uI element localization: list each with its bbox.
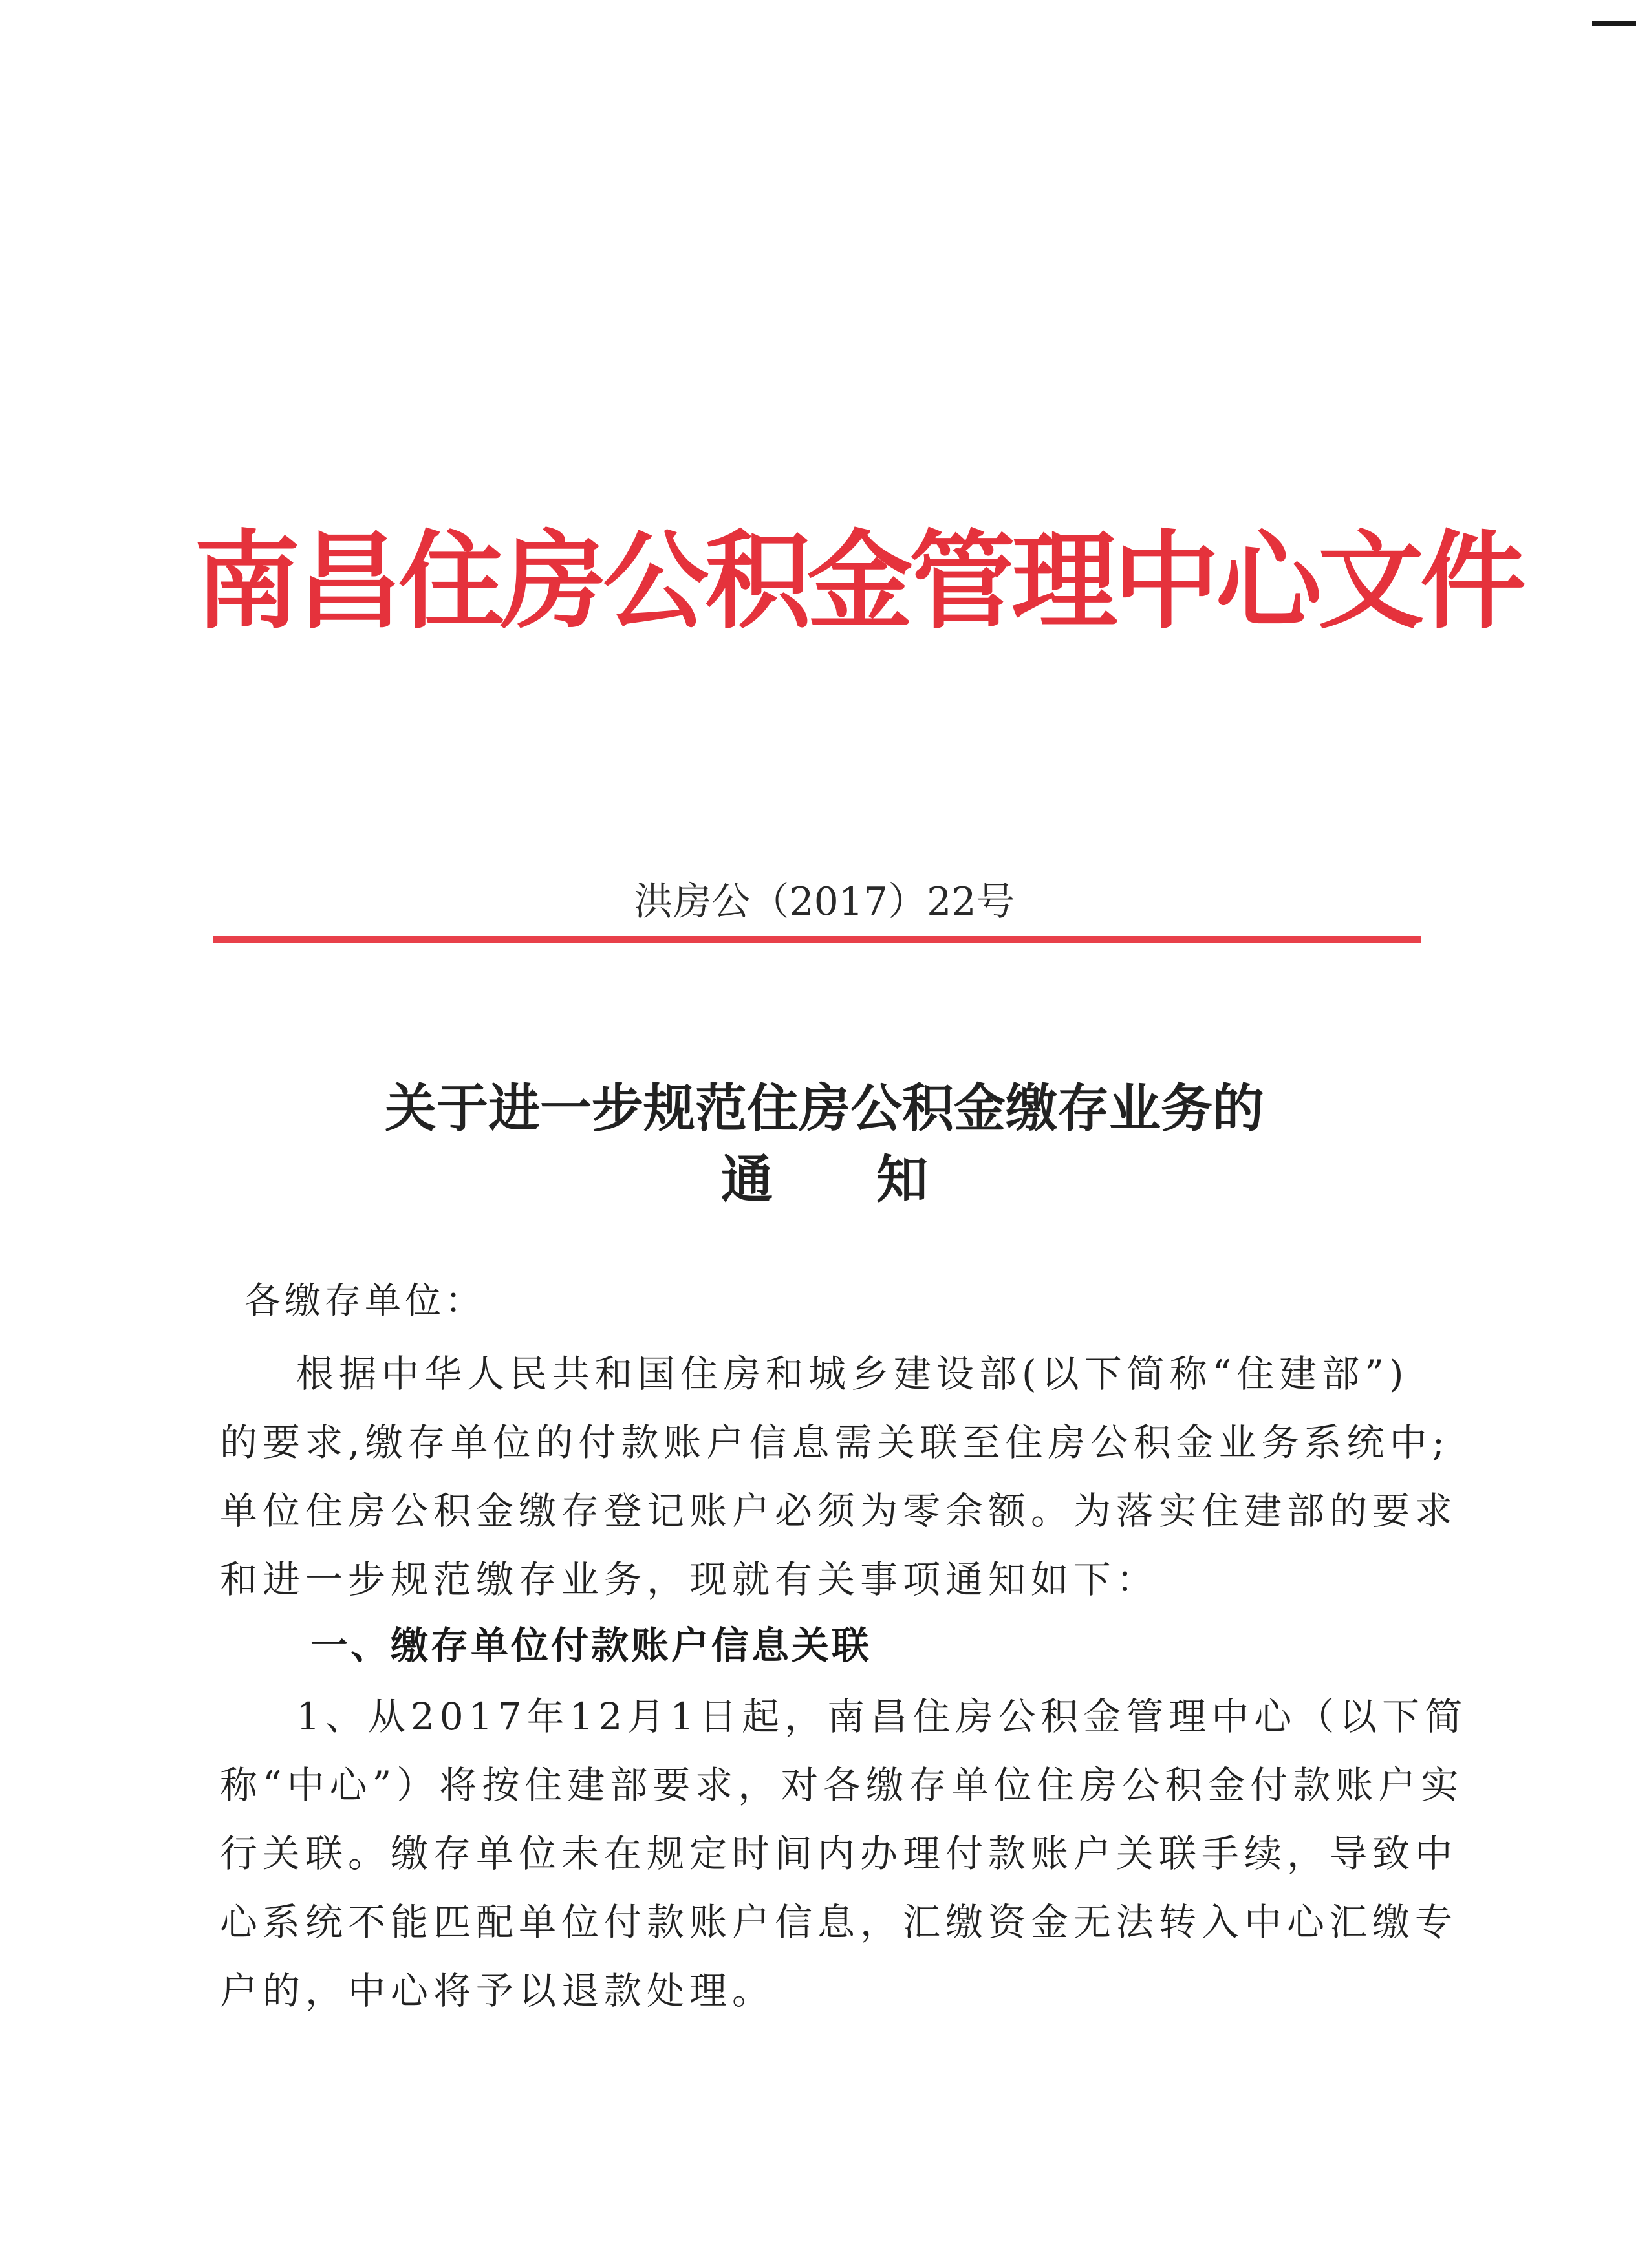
- paragraph-1-line-2: 的要求,缴存单位的付款账户信息需关联至住房公积金业务系统中;: [220, 1420, 1450, 1464]
- paragraph-1-line-1: 根据中华人民共和国住房和城乡建设部(以下简称“住建部”): [296, 1352, 1409, 1396]
- item-1-line-5: 户的，中心将予以退款处理。: [220, 1969, 775, 2013]
- item-1-line-2: 称“中心”）将按住建部要求，对各缴存单位住房公积金付款账户实: [220, 1763, 1464, 1807]
- notice-title-line-1: 关于进一步规范住房公积金缴存业务的: [385, 1078, 1264, 1139]
- item-1-line-3: 行关联。缴存单位未在规定时间内办理付款账户关联手续，导致中: [220, 1832, 1458, 1876]
- document-number: 洪房公（2017）22号: [634, 879, 1015, 925]
- item-1-line-1: 1、从2017年12月1日起，南昌住房公积金管理中心（以下简: [296, 1695, 1468, 1738]
- section-1-heading: 一、缴存单位付款账户信息关联: [310, 1623, 872, 1667]
- page-corner-mark: [1592, 21, 1636, 26]
- issuing-organization-title: 南昌住房公积金管理中心文件: [194, 520, 1523, 643]
- notice-title-word-2: 知: [876, 1150, 928, 1210]
- salutation: 各缴存单位：: [244, 1280, 485, 1322]
- notice-title-word-1: 通: [721, 1150, 773, 1210]
- paragraph-1-line-4: 和进一步规范缴存业务，现就有关事项通知如下：: [220, 1557, 1159, 1601]
- red-separator-line: [213, 936, 1421, 943]
- notice-title-line-2: [194, 1144, 1455, 1215]
- item-1-line-4: 心系统不能匹配单位付款账户信息，汇缴资金无法转入中心汇缴专: [220, 1900, 1458, 1944]
- paragraph-1-line-3: 单位住房公积金缴存登记账户必须为零余额。为落实住建部的要求: [220, 1489, 1458, 1533]
